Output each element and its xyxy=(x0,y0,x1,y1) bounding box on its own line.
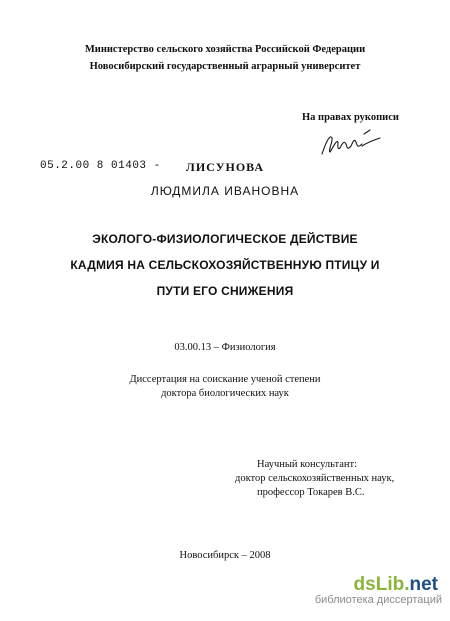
university-line: Новосибирский государственный аграрный университет xyxy=(89,61,361,72)
watermark-logo-tld: net xyxy=(409,574,438,595)
place-year: Новосибирск – 2008 xyxy=(179,550,271,561)
title-line-1: ЭКОЛОГО-ФИЗИОЛОГИЧЕСКОЕ ДЕЙСТВИЕ xyxy=(92,232,358,246)
watermark-subtitle: библиотека диссертаций xyxy=(314,594,442,606)
manuscript-note: На правах рукописи xyxy=(302,112,399,123)
title-line-2: КАДМИЯ НА СЕЛЬСКОХОЗЯЙСТВЕННУЮ ПТИЦУ И xyxy=(70,258,380,272)
code-stamp: 05.2.00 8 01403 - xyxy=(40,160,161,172)
dissertation-line-1: Диссертация на соискание ученой степени xyxy=(129,374,321,385)
consultant-line-2: доктор сельскохозяйственных наук, xyxy=(235,473,395,484)
author-name: ЛЮДМИЛА ИВАНОВНА xyxy=(150,184,300,198)
watermark xyxy=(300,574,446,606)
author-surname: ЛИСУНОВА xyxy=(185,160,265,174)
watermark-logo-main: dsLib xyxy=(353,574,405,595)
consultant-line-1: Научный консультант: xyxy=(257,459,358,470)
watermark-logo xyxy=(300,574,446,596)
signature xyxy=(318,128,382,158)
watermark-logo-dot: . xyxy=(404,574,410,595)
dissertation-line-2: доктора биологических наук xyxy=(161,388,289,399)
consultant-line-3: профессор Токарев В.С. xyxy=(257,487,365,498)
specialty-line: 03.00.13 – Физиология xyxy=(174,342,276,353)
title-line-3: ПУТИ ЕГО СНИЖЕНИЯ xyxy=(156,284,294,298)
ministry-line: Министерство сельского хозяйства Российской Федерации xyxy=(84,44,366,55)
